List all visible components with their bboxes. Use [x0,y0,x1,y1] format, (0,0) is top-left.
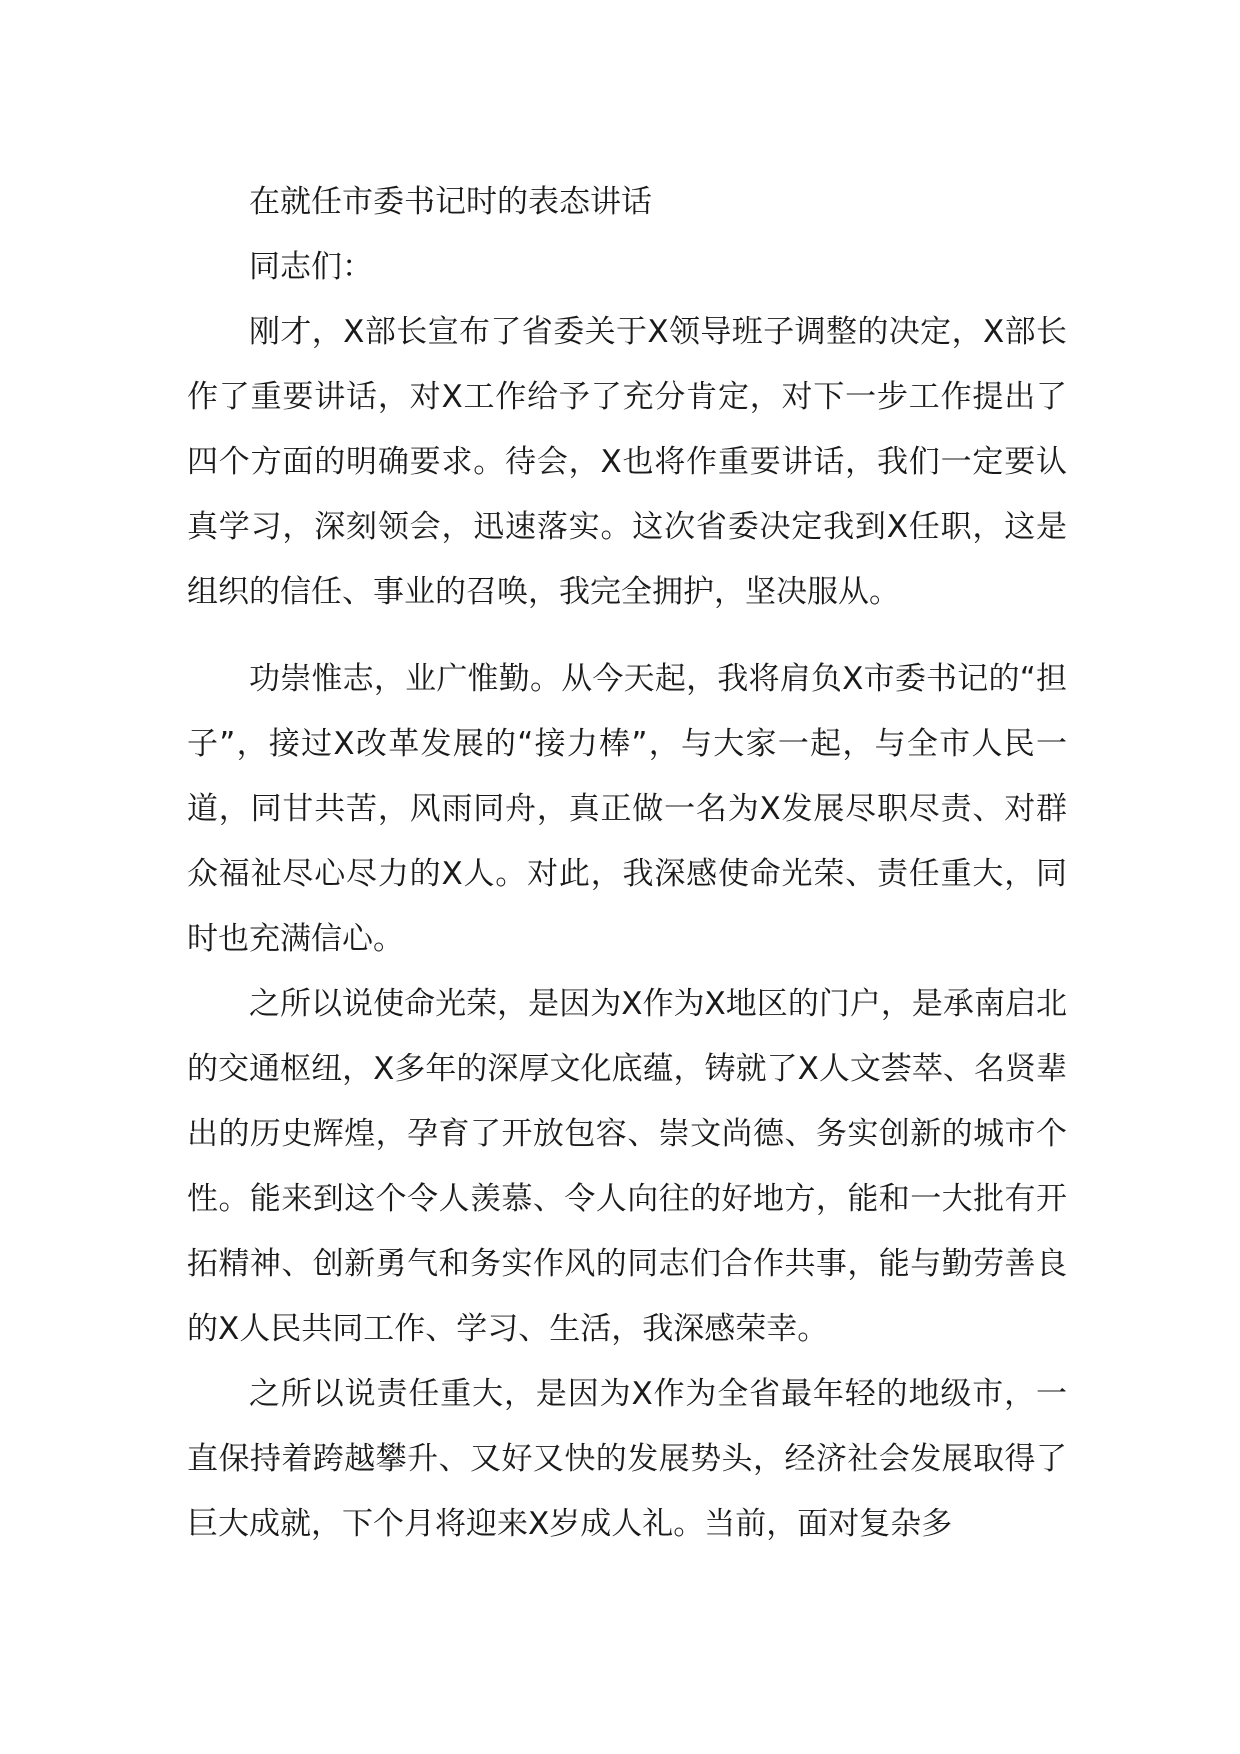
greeting: 同志们： [249,249,373,285]
paragraph-1: 刚才，X部长宣布了省委关于X领导班子调整的决定，X部长作了重要讲话，对X工作给予了充分肯定，对下一步工作提出了四个方面的明确要求。待会，X也将作重要讲话，我们一定要认真学习，深刻领会，迅速落实。这次省委决定我到X任职，这是组织的信任、事业的召唤，我完全拥护，坚决服从。 [187,314,1067,610]
document-title: 在就任市委书记时的表态讲话 [249,184,652,220]
paragraph-4: 之所以说责任重大，是因为X作为全省最年轻的地级市，一直保持着跨越攀升、又好又快的发展势头，经济社会发展取得了巨大成就，下个月将迎来X岁成人礼。当前，面对复杂多 [187,1376,1067,1542]
paragraph-3: 之所以说使命光荣，是因为X作为X地区的门户，是承南启北的交通枢纽，X多年的深厚文化底蕴，铸就了X人文荟萃、名贤辈出的历史辉煌，孕育了开放包容、崇文尚德、务实创新的城市个性。能来到这个令人羡慕、令人向往的好地方，能和一大批有开拓精神、创新勇气和务实作风的同志们合作共事，能与勤劳善良的X人民共同工作、学习、生活，我深感荣幸。 [187,986,1067,1347]
paragraph-2: 功崇惟志，业广惟勤。从今天起，我将肩负X市委书记的“担子”，接过X改革发展的“接力棒”，与大家一起，与全市人民一道，同甘共苦，风雨同舟，真正做一名为X发展尽职尽责、对群众福祉尽心尽力的X人。对此，我深感使命光荣、责任重大，同时也充满信心。 [187,661,1067,957]
document-body [187,170,1067,1557]
